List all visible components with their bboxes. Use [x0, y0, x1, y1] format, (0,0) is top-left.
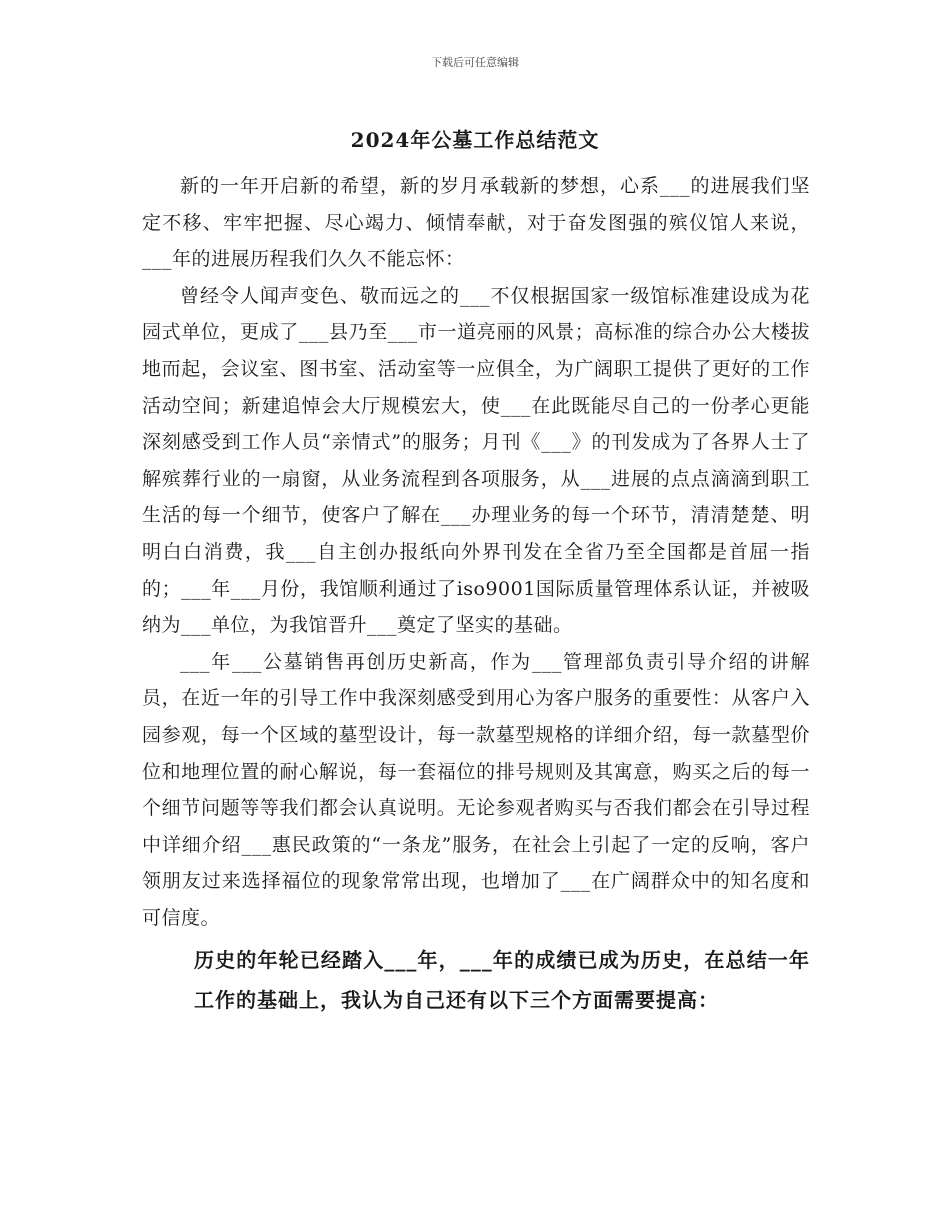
paragraph-sales: ___年___公墓销售再创历史新高，作为___管理部负责引导介绍的讲解员，在近一年的引导工作中我深刻感受到用心为客户服务的重要性：从客户入园参观，每一个区域的墓型设计，每一款墓型规格的详细介绍，每一款墓型价位和地理位置的耐心解说，每一套福位的排号规则及其寓意，购买之后的每一个细节问题等等我们都会认真说明。无论参观者购买与否我们都会在引导过程中详细介绍___惠民政策的“一条龙”服务，在社会上引起了一定的反响，客户领朋友过来选择福位的现象常常出现，也增加了___在广阔群众中的知名度和可信度。 [142, 650, 810, 929]
paragraph-achievements: 曾经令人闻声变色、敬而远之的___不仅根据国家一级馆标准建设成为花园式单位，更成了___县乃至___市一道亮丽的风景；高标准的综合办公大楼拔地而起，会议室、图书室、活动室等一应俱全，为广阔职工提供了更好的工作活动空间；新建追悼会大厅规模宏大，使___在此既能尽自己的一份孝心更能深刻感受到工作人员“亲情式”的服务；月刊《___》的刊发成为了各界人士了解殡葬行业的一扇窗，从业务流程到各项服务，从___进展的点点滴滴到职工生活的每一个细节，使客户了解在___办理业务的每一个环节，清清楚楚、明明白白消费，我___自主创办报纸向外界刊发在全省乃至全国都是首屈一指的；___年___月份，我馆顺利通过了iso9001国际质量管理体系认证，并被吸纳为___单位，为我馆晋升___奠定了坚实的基础。 [142, 284, 810, 637]
document-body [142, 168, 810, 1020]
paragraph-intro: 新的一年开启新的希望，新的岁月承载新的梦想，心系___的进展我们坚定不移、牢牢把握、尽心竭力、倾情奉献，对于奋发图强的殡仪馆人来说，___年的进展历程我们久久不能忘怀： [142, 175, 810, 271]
document-title: 2024年公墓工作总结范文 [350, 128, 600, 152]
header-note: 下载后可任意编辑 [431, 56, 519, 69]
paragraph-improvement-heading: 历史的年轮已经踏入___年，___年的成绩已成为历史，在总结一年工作的基础上，我认为自己还有以下三个方面需要提高： [194, 948, 810, 1013]
